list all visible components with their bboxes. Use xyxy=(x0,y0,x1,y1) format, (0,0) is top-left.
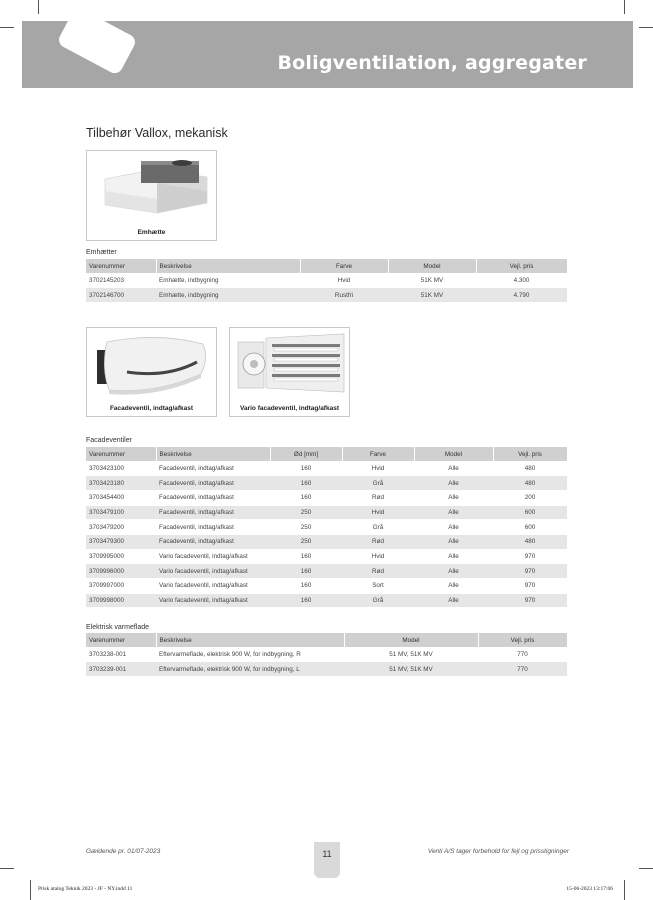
cell-varenummer: 3703423180 xyxy=(86,476,156,491)
cell-model: Alle xyxy=(414,505,493,520)
crop-mark xyxy=(30,880,31,900)
page-title: Boligventilation, aggregater xyxy=(277,52,587,74)
cell-diameter: 160 xyxy=(270,476,342,491)
crop-mark xyxy=(0,27,14,28)
cell-farve: Hvid xyxy=(342,505,414,520)
table-row xyxy=(86,662,567,677)
facadeventil-illustration xyxy=(87,328,216,406)
table-row xyxy=(86,476,567,491)
cell-farve: Rød xyxy=(342,564,414,579)
table-row xyxy=(86,564,567,579)
cell-pris: 970 xyxy=(493,593,567,608)
cell-farve: Grå xyxy=(342,593,414,608)
col-header: Varenummer xyxy=(86,633,156,647)
table-row xyxy=(86,534,567,549)
varmeflade-table xyxy=(86,633,568,677)
cell-model: Alle xyxy=(414,564,493,579)
cell-diameter: 250 xyxy=(270,505,342,520)
cell-diameter: 160 xyxy=(270,549,342,564)
print-slug-file: Prisk atalog Teknik 2023 - JF - NY.indd 11 xyxy=(38,886,133,892)
cell-model: Alle xyxy=(414,520,493,535)
cell-diameter: 160 xyxy=(270,564,342,579)
cell-beskrivelse: Vario facadeventil, indtag/afkast xyxy=(156,593,270,608)
cell-beskrivelse: Vario facadeventil, indtag/afkast xyxy=(156,564,270,579)
crop-mark xyxy=(624,880,625,900)
cell-model: Alle xyxy=(414,461,493,476)
crop-mark xyxy=(0,868,14,869)
table-row xyxy=(86,520,567,535)
cell-pris: 970 xyxy=(493,579,567,594)
table-row xyxy=(86,593,567,608)
cell-model: Alle xyxy=(414,476,493,491)
crop-mark xyxy=(38,0,39,14)
vario-facadeventil-image xyxy=(229,327,350,417)
cell-varenummer: 3709998000 xyxy=(86,593,156,608)
col-header: Beskrivelse xyxy=(156,259,300,273)
col-header: Farve xyxy=(300,259,388,273)
cell-varenummer: 3702145203 xyxy=(86,273,156,288)
print-slug-date: 15-06-2023 13:17:06 xyxy=(566,886,613,892)
table-row xyxy=(86,647,567,662)
footer-disclaimer: Venti A/S tager forbehold for fejl og prisstigninger xyxy=(427,848,569,855)
cell-pris: 770 xyxy=(478,662,567,677)
cell-diameter: 250 xyxy=(270,534,342,549)
facadeventil-caption: Facadeventil, indtag/afkast xyxy=(109,405,194,412)
col-header: Varenummer xyxy=(86,259,156,273)
cell-varenummer: 3709995000 xyxy=(86,549,156,564)
footer-validity: Gældende pr. 01/07-2023 xyxy=(86,848,161,855)
crop-mark xyxy=(624,0,625,14)
cell-beskrivelse: Vario facadeventil, indtag/afkast xyxy=(156,579,270,594)
col-header: Vejl. pris xyxy=(493,447,567,461)
table-header-row xyxy=(86,447,567,461)
section-subtitle: Tilbehør Vallox, mekanisk xyxy=(86,126,228,140)
cell-varenummer: 3703423100 xyxy=(86,461,156,476)
cell-beskrivelse: Facadeventil, indtag/afkast xyxy=(156,534,270,549)
cell-pris: 4.790 xyxy=(476,288,567,303)
cell-model: Alle xyxy=(414,549,493,564)
facadeventil-image xyxy=(86,327,217,417)
col-header: Model xyxy=(388,259,476,273)
cell-beskrivelse: Eftervarmeflade, elektrisk 900 W, for indbygning, R xyxy=(156,647,344,662)
col-header: Varenummer xyxy=(86,447,156,461)
cell-pris: 600 xyxy=(493,505,567,520)
cell-diameter: 250 xyxy=(270,520,342,535)
cell-pris: 480 xyxy=(493,461,567,476)
varmeflade-label: Elektrisk varmeflade xyxy=(86,624,150,631)
cell-pris: 600 xyxy=(493,520,567,535)
table-row xyxy=(86,579,567,594)
col-header: Ød [mm] xyxy=(270,447,342,461)
cell-beskrivelse: Emhætte, indbygning xyxy=(156,288,300,303)
cell-beskrivelse: Facadeventil, indtag/afkast xyxy=(156,461,270,476)
cell-model: Alle xyxy=(414,579,493,594)
emhaetter-label: Emhætter xyxy=(86,249,117,256)
col-header: Beskrivelse xyxy=(156,633,344,647)
cell-beskrivelse: Eftervarmeflade, elektrisk 900 W, for indbygning, L xyxy=(156,662,344,677)
cell-pris: 970 xyxy=(493,564,567,579)
cell-farve: Grå xyxy=(342,520,414,535)
col-header: Model xyxy=(344,633,478,647)
table-row xyxy=(86,288,567,303)
cell-beskrivelse: Emhætte, indbygning xyxy=(156,273,300,288)
cell-pris: 480 xyxy=(493,534,567,549)
cell-diameter: 160 xyxy=(270,593,342,608)
table-row xyxy=(86,461,567,476)
page-number: 11 xyxy=(314,842,340,878)
cell-model: Alle xyxy=(414,534,493,549)
cell-model: 51 MV, 51K MV xyxy=(344,662,478,677)
table-header-row xyxy=(86,259,567,273)
table-row xyxy=(86,490,567,505)
cell-varenummer: 3703238-001 xyxy=(86,647,156,662)
cell-pris: 970 xyxy=(493,549,567,564)
cell-varenummer: 3702146700 xyxy=(86,288,156,303)
cell-farve: Rød xyxy=(342,534,414,549)
cell-beskrivelse: Facadeventil, indtag/afkast xyxy=(156,505,270,520)
emhaette-illustration xyxy=(87,151,216,231)
cell-varenummer: 3709997000 xyxy=(86,579,156,594)
cell-pris: 480 xyxy=(493,476,567,491)
cell-pris: 4.300 xyxy=(476,273,567,288)
col-header: Vejl. pris xyxy=(476,259,567,273)
cell-beskrivelse: Facadeventil, indtag/afkast xyxy=(156,490,270,505)
facadeventiler-label: Facadeventiler xyxy=(86,437,132,444)
cell-pris: 770 xyxy=(478,647,567,662)
cell-beskrivelse: Facadeventil, indtag/afkast xyxy=(156,520,270,535)
cell-farve: Rød xyxy=(342,490,414,505)
col-header: Vejl. pris xyxy=(478,633,567,647)
cell-model: 51K MV xyxy=(388,288,476,303)
cell-beskrivelse: Facadeventil, indtag/afkast xyxy=(156,476,270,491)
cell-varenummer: 3703479200 xyxy=(86,520,156,535)
cell-diameter: 160 xyxy=(270,461,342,476)
cell-model: 51K MV xyxy=(388,273,476,288)
cell-varenummer: 3703239-001 xyxy=(86,662,156,677)
vario-facadeventil-caption: Vario facadeventil, indtag/afkast xyxy=(240,405,339,412)
cell-model: Alle xyxy=(414,593,493,608)
cell-farve: Rustfri xyxy=(300,288,388,303)
cell-varenummer: 3703454400 xyxy=(86,490,156,505)
table-row xyxy=(86,549,567,564)
col-header: Model xyxy=(414,447,493,461)
emhaette-image xyxy=(86,150,217,241)
cell-varenummer: 3709996000 xyxy=(86,564,156,579)
cell-farve: Hvid xyxy=(342,461,414,476)
cell-diameter: 160 xyxy=(270,579,342,594)
vario-facadeventil-illustration xyxy=(230,328,349,406)
facadeventiler-table xyxy=(86,447,568,608)
crop-mark xyxy=(639,27,653,28)
table-header-row xyxy=(86,633,567,647)
cell-farve: Hvid xyxy=(342,549,414,564)
cell-farve: Sort xyxy=(342,579,414,594)
col-header: Beskrivelse xyxy=(156,447,270,461)
table-row xyxy=(86,273,567,288)
cell-farve: Grå xyxy=(342,476,414,491)
cell-farve: Hvid xyxy=(300,273,388,288)
emhaetter-table xyxy=(86,259,568,303)
col-header: Farve xyxy=(342,447,414,461)
cell-pris: 200 xyxy=(493,490,567,505)
crop-mark xyxy=(639,868,653,869)
emhaette-caption: Emhætte xyxy=(137,229,166,236)
table-row xyxy=(86,505,567,520)
cell-varenummer: 3703479300 xyxy=(86,534,156,549)
cell-model: Alle xyxy=(414,490,493,505)
cell-diameter: 160 xyxy=(270,490,342,505)
cell-beskrivelse: Vario facadeventil, indtag/afkast xyxy=(156,549,270,564)
cell-varenummer: 3703479100 xyxy=(86,505,156,520)
cell-model: 51 MV, 51K MV xyxy=(344,647,478,662)
